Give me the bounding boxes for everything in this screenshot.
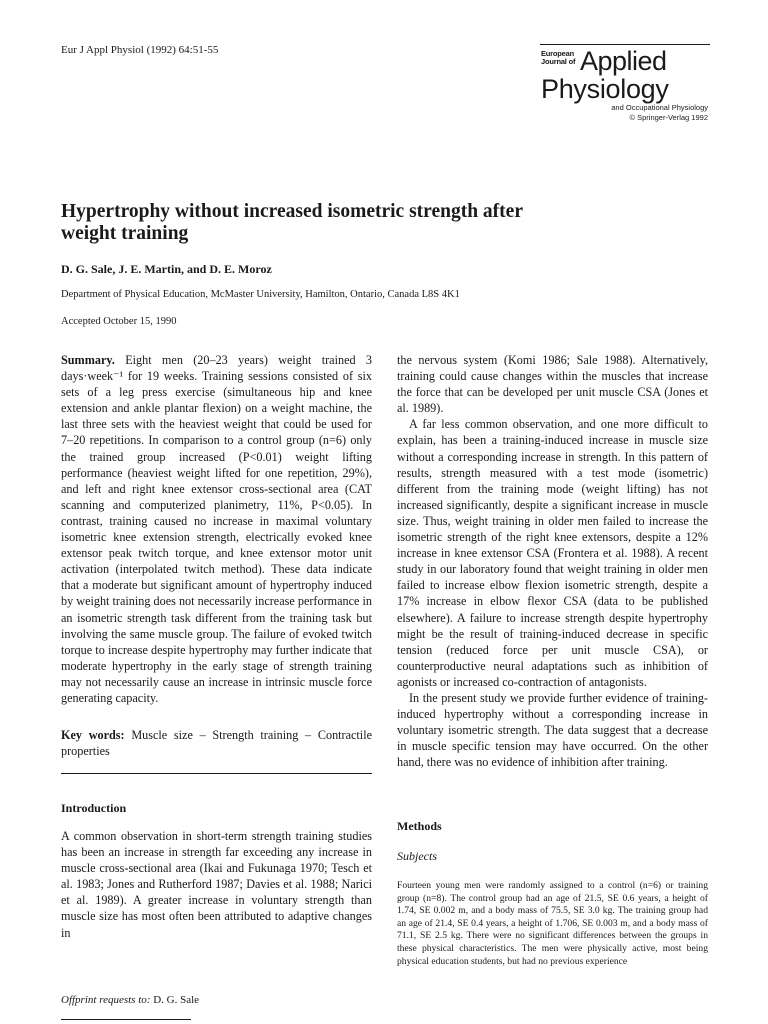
- summary-text: Eight men (20–23 years) weight trained 3 days·week⁻¹ for 19 weeks. Training sessions consisted of six sets of a leg press exercise (simultaneous hip and knee extension and ankle plantar flexion) on a weight machine, the last three sets with the heaviest weight that could be used for 7–20 repetitions. In comparison to a control group (n=6) only the trained group increased (P<0.01) weight lifting performance (heaviest weight lifted for one repetition, 29%), and left and right knee extensor cross-sectional area (CAT scanning and computerized planimetry, 11%, P<0.05). In contrast, training caused no increase in maximal voluntary isometric knee extension strength, electrically evoked knee extensor peak twitch torque, and knee extensor motor unit activation (interpolated twitch method). These data indicate that a moderate but significant amount of hypertrophy induced by weight training does not necessarily increase performance in an isometric strength task different from the training task but involving the same muscle group. The failure of evoked twitch torque to increase despite hypertrophy may further indicate that moderate hypertrophy in the early stage of strength training may not necessarily cause an increase in intrinsic muscle force generating capacity.: [61, 353, 372, 705]
- footnote-rule: [61, 1019, 191, 1020]
- summary-label: Summary.: [61, 353, 115, 367]
- body-paragraph-1: the nervous system (Komi 1986; Sale 1988). Alternatively, training could cause changes within the muscles that increase the force that can be developed per unit muscle CSA (Jones et al. 1989).: [397, 353, 708, 416]
- logo-journal-of: Journal of: [541, 57, 576, 66]
- accepted-date: Accepted October 15, 1990: [61, 316, 177, 327]
- logo-european: European: [541, 49, 574, 58]
- article-authors: D. G. Sale, J. E. Martin, and D. E. Moroz: [61, 262, 272, 276]
- journal-logo-small-text: [541, 50, 575, 66]
- methods-heading: Methods: [397, 819, 442, 833]
- subjects-heading: Subjects: [397, 849, 437, 863]
- summary-paragraph: [61, 352, 372, 706]
- journal-subtitle-text: and Occupational Physiology: [611, 103, 708, 112]
- right-column-body: [397, 352, 708, 770]
- logo-applied: Applied: [580, 46, 667, 76]
- journal-subtitle: [611, 103, 708, 122]
- footnote-label: Offprint requests to:: [61, 994, 151, 1006]
- copyright-text: © Springer-Verlag 1992: [629, 112, 708, 122]
- keywords-text: Muscle size – Strength training – Contractile properties: [61, 728, 372, 759]
- author-affiliation: Department of Physical Education, McMaster University, Hamilton, Ontario, Canada L8S 4K1: [61, 289, 460, 300]
- logo-top-rule: [540, 44, 710, 45]
- footnote-name: D. G. Sale: [153, 994, 200, 1006]
- article-title: Hypertrophy without increased isometric strength after weight training: [61, 201, 523, 244]
- section-divider: [61, 773, 372, 774]
- introduction-text: A common observation in short-term strength training studies has been an increase in strength far exceeding any increase in muscle cross-sectional area (Ikai and Fukunaga 1970; Tesch et al. 1983; Jones and Rutherford 1987; Davies et al. 1988; Narici et al. 1989). A greater increase in voluntary strength than muscle size has most often been attributed to adaptive changes in: [61, 829, 372, 940]
- body-paragraph-2: A far less common observation, and one more difficult to explain, has been a training-induced increase in muscle size without a corresponding increase in strength. In this pattern of results, strength measured with a test mode (isometric) different from the training mode (weight lifting) has not increased significantly, despite a significant increase in muscle size. Thus, weight training in older men failed to increase the isometric strength of the right knee extensors, despite a 12% increase in knee extensor CSA (Frontera et al. 1988). A recent study in our laboratory found that weight training in older men failed to increase elbow flexion isometric strength, despite a 17% increase in elbow flexor CSA (data to be published elsewhere). A failure to increase strength despite hypertrophy might be the result of training-induced decrease in specific tension (reduced force per unit muscle CSA), or counterproductive neural adaptations such as inhibition of agonists or increased co-contraction of antagonists.: [397, 417, 708, 689]
- journal-citation: Eur J Appl Physiol (1992) 64:51-55: [61, 44, 219, 56]
- logo-physiology: Physiology: [541, 74, 669, 104]
- keywords-label: Key words:: [61, 728, 125, 742]
- footnote: [61, 994, 199, 1006]
- introduction-heading: Introduction: [61, 801, 127, 815]
- subjects-text: Fourteen young men were randomly assigned to a control (n=6) or training group (n=8). The control group had an age of 21.5, SE 0.6 years, a height of 1.74, SE 0.002 m, and a body mass of 75.5, SE 3.0 kg. The training group had an age of 21.4, SE 0.4 years, a height of 1.706, SE 0.003 m, and a body mass of 71.1, SE 2.5 kg. There were no significant differences between the groups in these physical characteristics. The men were physically active, most being physical education students, but had no previous experience: [397, 880, 708, 967]
- body-paragraph-3: In the present study we provide further evidence of training-induced hypertrophy without a corresponding increase in voluntary isometric strength. The data suggest that a decrease in muscle specific tension may have occurred. On the other hand, there was no evidence of inhibition after training.: [397, 690, 708, 770]
- keywords-paragraph: [61, 727, 372, 759]
